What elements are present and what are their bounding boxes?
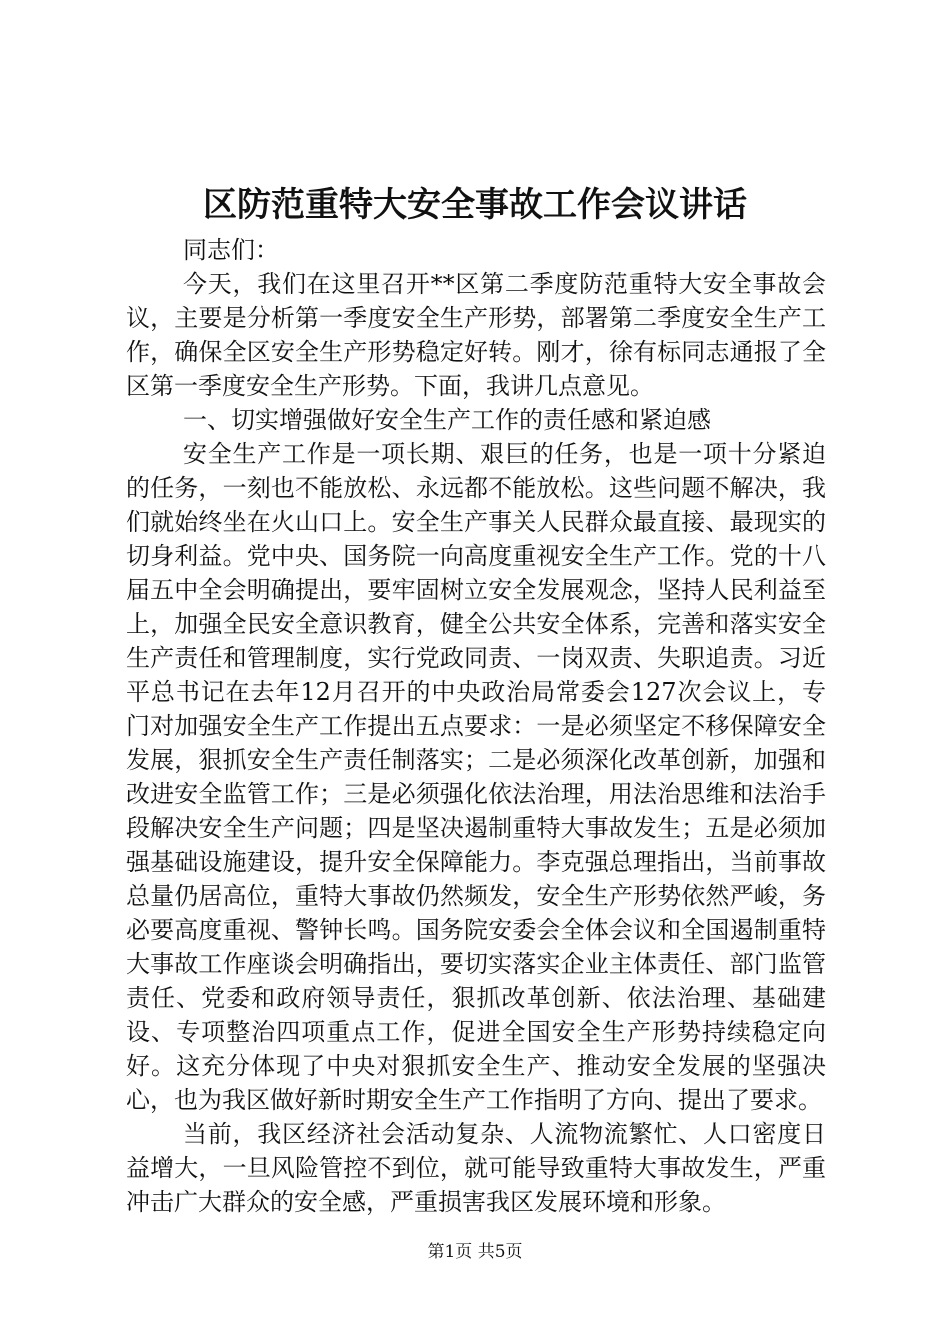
- document-title: 区防范重特大安全事故工作会议讲话: [203, 185, 747, 225]
- salutation-paragraph: 同志们：: [183, 236, 279, 264]
- intro-paragraph: 今天，我们在这里召开**区第二季度防范重特大安全事故会议，主要是分析第一季度安全生产形势，部署第二季度安全生产工作，确保全区安全生产形势稳定好转。刚才，徐有标同志通报了全区第一季度安全生产形势。下面，我讲几点意见。: [126, 270, 826, 400]
- body-paragraph: 安全生产工作是一项长期、艰巨的任务，也是一项十分紧迫的任务，一刻也不能放松、永远都不能放松。这些问题不解决，我们就始终坐在火山口上。安全生产事关人民群众最直接、最现实的切身利益。党中央、国务院一向高度重视安全生产工作。党的十八届五中全会明确提出，要牢固树立安全发展观念，坚持人民利益至上，加强全民安全意识教育，健全公共安全体系，完善和落实安全生产责任和管理制度，实行党政同责、一岗双责、失职追责。习近平总书记在去年12月召开的中央政治局常委会127次会议上，专门对加强安全生产工作提出五点要求：一是必须坚定不移保障安全发展，狠抓安全生产责任制落实；二是必须深化改革创新，加强和改进安全监管工作；三是必须强化依法治理，用法治思维和法治手段解决安全生产问题；四是坚决遏制重特大事故发生；五是必须加强基础设施建设，提升安全保障能力。李克强总理指出，当前事故总量仍居高位，重特大事故仍然频发，安全生产形势依然严峻，务必要高度重视、警钟长鸣。国务院安委会全体会议和全国遏制重特大事故工作座谈会明确指出，要切实落实企业主体责任、部门监管责任、党委和政府领导责任，狠抓改革创新、依法治理、基础建设、专项整治四项重点工作，促进全国安全生产形势持续稳定向好。这充分体现了中央对狠抓安全生产、推动安全发展的坚强决心，也为我区做好新时期安全生产工作指明了方向、提出了要求。: [126, 440, 826, 1114]
- body-paragraph: 当前，我区经济社会活动复杂、人流物流繁忙、人口密度日益增大，一旦风险管控不到位，就可能导致重特大事故发生，严重冲击广大群众的安全感，严重损害我区发展环境和形象。: [126, 1120, 826, 1216]
- page-number-footer: 第1页 共5页: [427, 1242, 523, 1262]
- document-body: [126, 233, 826, 1219]
- section-heading: 一、切实增强做好安全生产工作的责任感和紧迫感: [183, 406, 711, 434]
